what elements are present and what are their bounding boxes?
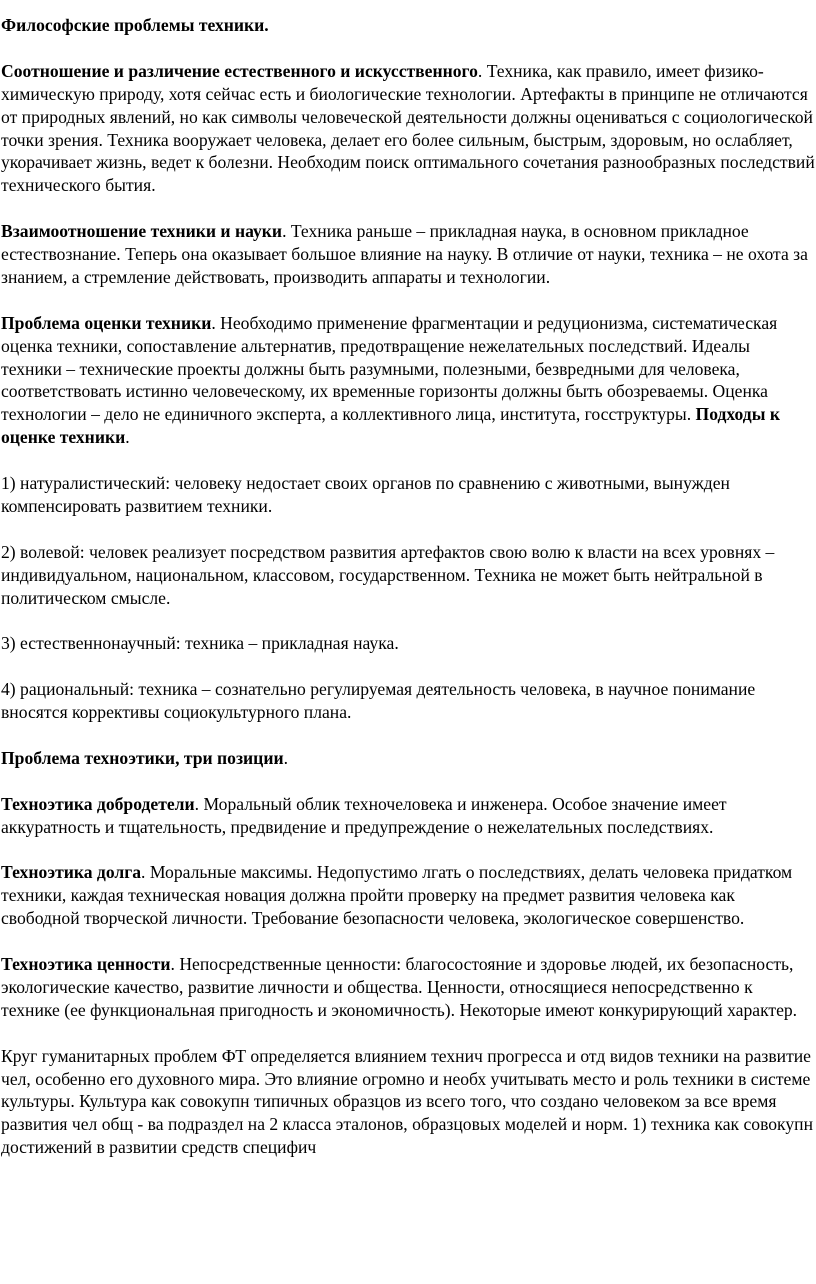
heading-approaches: Подходы к оценке техники (1, 404, 780, 448)
approach-item-rational: 4) рациональный: техника – сознательно регулируемая деятельность человека, в научное понимание вносятся коррективы социокультурного плана. (1, 679, 756, 723)
approach-item-volitional: 2) волевой: человек реализует посредством развития артефактов свою волю к власти на всех уровнях – индивидуальном, национальном, классовом, государственном. Техника не может быть нейтральной в политическом смысле. (1, 541, 775, 608)
approaches-tail: . (125, 427, 130, 448)
document-body (1, 14, 815, 1182)
paragraph-humanitarian: Круг гуманитарных проблем ФТ определяется влиянием технич прогресса и отд видов техники на развитие чел, особенно его духовного мира. Это влияние огромно и необх учитывать место и роль техники в системе культуры. Культура как совокупн типичных образцов из всего того, что создано человеком за все время развития чел общ - ва подраздел на 2 класса эталонов, образцовых моделей и норм. 1) техника как совокупн достижений в развитии средств специфич (1, 1045, 813, 1158)
text-duty: . Моральные максимы. Недопустимо лгать о последствиях, делать человека придатком техники, каждая техническая новация должна пройти проверку на предмет развития человека как свободной творческой личности. Требование безопасности человека, экологическое совершенство. (1, 862, 793, 929)
heading-assessment: Проблема оценки техники (1, 312, 212, 333)
text-assessment: . Необходимо применение фрагментации и редуционизма, систематическая оценка техники, сопоставление альтернатив, предотвращение нежелательных последствий. Идеалы техники – технические проекты должны быть разумными, полезными, безвредными для человека, соответствовать истинно человеческому, их временные горизонты должны быть обозреваемы. Оценка технологии – дело не единичного эксперта, а коллективного лица, института, госструктуры. (1, 312, 778, 425)
approach-item-natural-science: 3) естественнонаучный: техника – прикладная наука. (1, 633, 399, 654)
heading-natural-artificial: Соотношение и различение естественного и искусственного (1, 60, 478, 81)
heading-technoethics: Проблема техноэтики, три позиции (1, 747, 284, 768)
heading-duty: Техноэтика долга (1, 862, 142, 883)
paragraph-natural-artificial (1, 60, 815, 197)
approach-item-naturalistic: 1) натуралистический: человеку недостает своих органов по сравнению с животными, вынужден компенсировать развитием техники. (1, 473, 730, 516)
paragraph-duty (1, 861, 815, 930)
text-tech-science: . Техника раньше – прикладная наука, в основном прикладное естествознание. Теперь она оказывает большое влияние на науку. В отличие от науки, техника – не охота за знанием, а стремление действовать, производить аппараты и технологии. (1, 221, 808, 287)
text-natural-artificial: . Техника, как правило, имеет физико-химическую природу, хотя сейчас есть и биологические технологии. Артефакты в принципе не отличаются от природных явлений, но как символы человеческой деятельности должны оцениваться с социологической точки зрения. Техника вооружает человека, делает его более сильным, быстрым, здоровым, но ослабляет, укорачивает жизнь, ведет к болезни. Необходим поиск оптимального сочетания разнообразных последствий технического бытия. (1, 60, 815, 196)
heading-tech-science: Взаимоотношение техники и науки (1, 221, 283, 242)
paragraph-technoethics (1, 747, 815, 770)
paragraph-value (1, 953, 815, 1022)
paragraph-virtue (1, 793, 815, 839)
paragraph-tech-science (1, 220, 815, 289)
text-virtue: . Моральный облик техночеловека и инженера. Особое значение имеет аккуратность и тщательность, предвидение и предупреждение о нежелательных последствиях. (1, 793, 727, 837)
document-title: Философские проблемы техники. (1, 15, 269, 35)
technoethics-tail: . (283, 747, 288, 768)
text-value: . Непосредственные ценности: благосостояние и здоровье людей, их безопасность, экологические качество, развитие личности и общества. Ценности, относящиеся непосредственно к технике (ее функциональная пригодность и экономичность). Некоторые имеют конкурирующий характер. (1, 953, 798, 1020)
paragraph-assessment (1, 312, 815, 449)
heading-virtue: Техноэтика добродетели (1, 793, 195, 814)
heading-value: Техноэтика ценности (1, 953, 171, 974)
